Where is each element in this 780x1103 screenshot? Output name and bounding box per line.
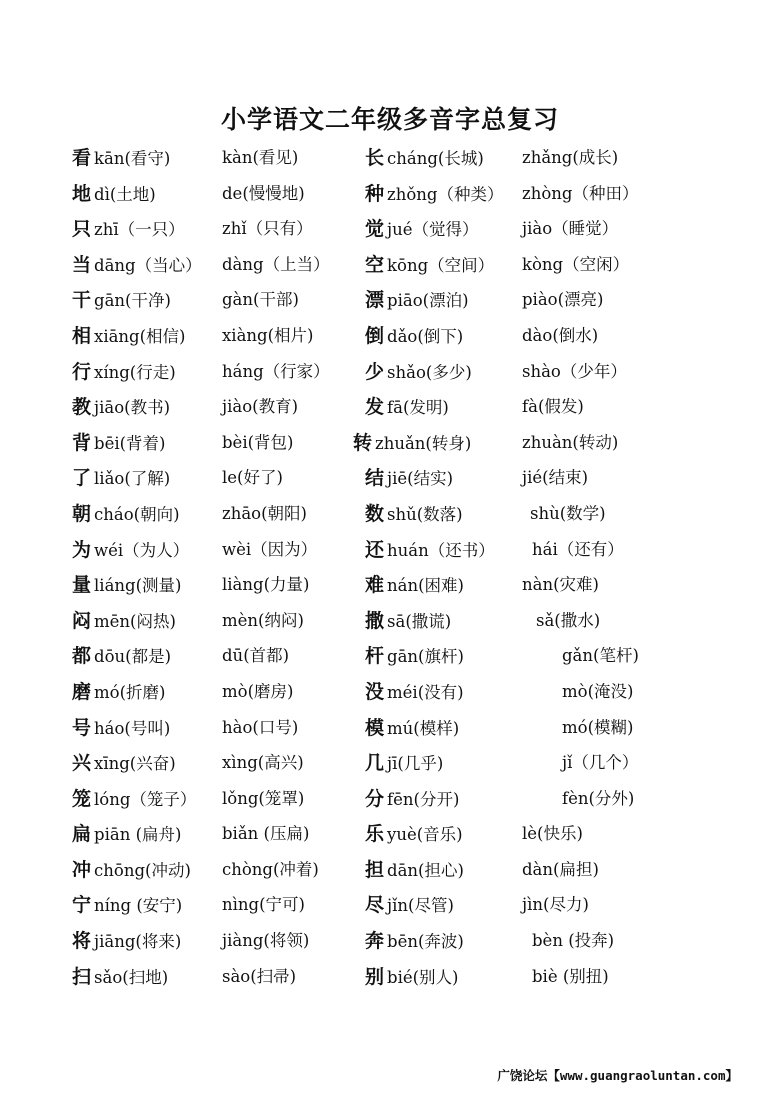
pinyin-word: mú(模样) [387,718,460,738]
table-row [0,429,780,465]
polyphone-character: 模 [365,716,385,739]
reading-entry [562,642,639,670]
reading-entry [222,820,309,848]
pinyin-word: bèn (投奔) [532,931,615,951]
pinyin-word: jué（觉得） [387,220,479,240]
reading-entry [532,927,614,955]
pinyin-word: fà(假发) [522,397,584,417]
pinyin-word: dāng（当心） [94,255,202,275]
pinyin-word: piān (扁舟) [94,825,182,845]
pinyin-word: jiàng(将领) [222,931,310,951]
reading-entry [522,820,583,848]
character-entry [365,322,463,351]
reading-entry [222,607,304,635]
pinyin-word: jiē(结实) [387,469,454,489]
polyphone-character: 还 [365,538,385,561]
polyphone-character: 少 [365,360,385,383]
polyphone-character: 空 [365,253,385,276]
polyphone-character: 分 [365,787,385,810]
pinyin-word: piào(漂亮) [522,290,604,310]
table-row [0,785,780,821]
pinyin-word: yuè(音乐) [387,825,463,845]
pinyin-word: jìn(尽力) [522,895,589,915]
table-row [0,678,780,714]
reading-entry [522,144,618,172]
reading-entry [522,571,599,599]
pinyin-word: xíng(行走) [94,362,176,382]
pinyin-word: nán(困难) [387,576,464,596]
reading-entry [522,322,598,350]
pinyin-word: wéi（为人） [94,540,190,560]
reading-entry [222,464,283,492]
character-entry [72,714,170,743]
polyphone-character: 背 [72,431,92,454]
pinyin-word: dū(首都) [222,646,290,666]
pinyin-word: jiào(教育) [222,397,299,417]
reading-entry [222,642,289,670]
character-entry [72,571,181,600]
polyphone-character: 冲 [72,858,92,881]
character-entry [72,856,191,885]
character-entry [365,393,449,422]
pinyin-word: shù(数学) [530,503,606,523]
pinyin-word: sǎo(扫地) [94,967,169,987]
pinyin-word: bēi(背着) [94,433,166,453]
table-row [0,500,780,536]
pinyin-word: dàn(扁担) [522,859,599,879]
character-entry [365,678,464,707]
table-row [0,714,780,750]
pinyin-word: xīng(兴奋) [94,754,176,774]
polyphone-character: 朝 [72,502,92,525]
reading-entry [562,749,638,777]
character-entry [365,536,495,565]
character-entry [72,464,170,493]
polyphone-character: 扫 [72,965,92,988]
polyphone-character: 教 [72,396,92,419]
pinyin-word: mèn(纳闷) [222,610,304,630]
polyphone-character: 兴 [72,752,92,775]
character-entry [365,144,484,173]
pinyin-word: jiāng(将来) [94,932,182,952]
reading-entry [222,358,330,386]
polyphone-character: 几 [365,752,385,775]
character-entry [365,251,494,280]
pinyin-word: lóng（笼子） [94,789,197,809]
polyphone-character: 尽 [365,894,385,917]
reading-entry [532,536,624,564]
reading-entry [222,785,304,813]
reading-entry [522,429,618,457]
table-row [0,607,780,643]
character-entry [72,144,170,173]
character-entry [72,891,182,920]
pinyin-word: dōu(都是) [94,647,172,667]
polyphone-character: 种 [365,182,385,205]
character-entry [72,820,181,849]
table-row [0,820,780,856]
pinyin-word: mēn(闷热) [94,611,176,631]
pinyin-word: hào(口号) [222,717,299,737]
character-entry [365,464,453,493]
character-entry [365,963,459,992]
reading-entry [222,180,305,208]
pinyin-word: dān(担心) [387,860,464,880]
polyphone-character: 难 [365,574,385,597]
table-row [0,180,780,216]
pinyin-word: jī(几乎) [387,754,444,774]
pinyin-word: mò(淹没) [562,681,634,701]
table-row [0,358,780,394]
reading-entry [222,251,330,279]
polyphone-character: 地 [72,182,92,205]
reading-entry [222,144,298,172]
pinyin-word: cháng(长城) [387,149,484,168]
character-entry [72,642,171,671]
pinyin-word: zhuàn(转动) [522,432,619,452]
pinyin-word: dì(土地) [94,184,156,204]
character-entry [72,749,176,778]
character-entry [365,500,463,529]
polyphone-character: 没 [365,680,385,703]
character-entry [365,642,464,671]
reading-entry [522,251,629,279]
pinyin-word: liáng(测量) [94,576,182,596]
pinyin-word: sào(扫帚) [222,966,297,986]
reading-entry [522,856,599,884]
table-row [0,464,780,500]
table-row [0,215,780,251]
polyphone-character: 别 [365,965,385,988]
pinyin-word: wèi（因为） [222,539,318,559]
pinyin-word: mò(磨房) [222,681,294,701]
table-row [0,856,780,892]
character-entry [365,927,464,956]
pinyin-word: mó(折磨) [94,682,166,702]
pinyin-word: zhǒng（种类） [387,184,504,204]
pinyin-word: chōng(冲动) [94,860,191,880]
character-entry [353,429,471,458]
table-row [0,963,780,999]
pinyin-word: bié(别人) [387,967,459,987]
pinyin-word: lè(快乐) [522,824,583,844]
reading-entry [522,464,588,492]
reading-entry [530,500,606,528]
pinyin-word: xiāng(相信) [94,326,186,346]
character-entry [365,215,479,244]
pinyin-word: háo(号叫) [94,718,171,738]
pinyin-word: bèi(背包) [222,432,294,452]
pinyin-word: kòng（空闲） [522,254,630,274]
reading-entry [222,963,296,991]
reading-entry [522,393,584,421]
pinyin-word: háng（行家） [222,361,330,381]
pinyin-word: biè (别扭) [532,966,609,986]
pinyin-word: zhǐ（只有） [222,219,313,239]
polyphone-character: 看 [72,147,92,169]
polyphone-character: 杆 [365,645,385,668]
table-row [0,144,780,180]
pinyin-word: fēn(分开) [387,789,460,809]
pinyin-word: kàn(看见) [222,148,299,167]
pinyin-word: le(好了) [222,468,283,488]
table-row [0,393,780,429]
character-entry [72,393,170,422]
footer-watermark: 广饶论坛【www.guangraoluntan.com】 [497,1068,738,1083]
reading-entry [222,536,317,564]
reading-entry [222,714,298,742]
pinyin-word: fā(发明) [387,398,449,418]
table-row [0,891,780,927]
reading-entry [522,286,604,314]
reading-entry [562,678,633,706]
character-entry [72,963,168,992]
table-row [0,251,780,287]
reading-entry [222,891,305,919]
pinyin-word: fèn(分外) [562,788,635,808]
polyphone-character: 发 [365,396,385,419]
pinyin-word: hái（还有） [532,539,624,559]
polyphone-character: 行 [72,360,92,383]
polyphone-character: 号 [72,716,92,739]
pinyin-word: cháo(朝向) [94,504,180,524]
reading-entry [522,180,638,208]
pinyin-word: liǎo(了解) [94,469,171,489]
pinyin-word: zhòng（种田） [522,183,639,203]
character-entry [365,358,472,387]
character-entry [365,785,459,814]
character-entry [72,536,189,565]
reading-entry [222,429,293,457]
pinyin-word: dào(倒水) [522,325,599,345]
character-entry [365,820,463,849]
pinyin-word: gān(旗杆) [387,647,464,667]
pinyin-word: méi(没有) [387,682,464,702]
pinyin-word: piāo(漂泊) [387,291,469,311]
pinyin-word: huán（还书） [387,540,495,560]
table-row [0,322,780,358]
pinyin-word: nìng(宁可) [222,895,305,915]
pinyin-word: dàng（上当） [222,254,330,274]
character-entry [365,856,464,885]
pinyin-word: liàng(力量) [222,575,310,595]
polyphone-character: 倒 [365,324,385,347]
character-entry [365,180,503,209]
polyphone-character: 当 [72,253,92,276]
character-entry [72,322,186,351]
reading-entry [222,749,304,777]
character-entry [365,714,459,743]
reading-entry [222,678,293,706]
polyphone-character: 了 [72,467,92,490]
character-entry [72,927,181,956]
reading-entry [222,571,309,599]
polyphone-character: 量 [72,574,92,597]
polyphone-character: 干 [72,289,92,312]
character-entry [365,749,443,778]
pinyin-word: zhǎng(成长) [522,148,619,167]
pinyin-word: chòng(冲着) [222,859,319,879]
polyphone-character: 闷 [72,609,92,632]
pinyin-word: zhī（一只） [94,220,185,240]
pinyin-word: lǒng(笼罩) [222,788,305,808]
character-entry [72,215,185,244]
reading-entry [222,927,309,955]
pinyin-word: jǐn(尽管) [387,896,454,916]
table-row [0,536,780,572]
character-entry [72,429,166,458]
polyphone-character: 都 [72,645,92,668]
table-row [0,286,780,322]
pinyin-word: kōng（空间） [387,255,495,275]
character-entry [365,286,469,315]
character-entry [365,607,451,636]
pinyin-word: gān(干净) [94,291,171,311]
polyphone-character: 撒 [365,609,385,632]
pinyin-word: gǎn(笔杆) [562,646,639,666]
polyphone-character: 扁 [72,823,92,846]
pinyin-word: kān(看守) [94,149,171,168]
table-row [0,927,780,963]
pinyin-word: xìng(高兴) [222,753,304,773]
pinyin-word: bēn(奔波) [387,932,464,952]
pinyin-word: gàn(干部) [222,290,299,310]
polyphone-table [0,144,780,998]
polyphone-character: 笼 [72,787,92,810]
polyphone-character: 奔 [365,930,385,953]
pinyin-word: de(慢慢地) [222,183,305,203]
character-entry [72,251,202,280]
pinyin-word: níng (安宁) [94,896,183,916]
pinyin-word: zhuǎn(转身) [375,433,472,453]
character-entry [72,500,180,529]
polyphone-character: 将 [72,930,92,953]
polyphone-character: 长 [365,147,385,169]
polyphone-character: 转 [353,431,373,454]
pinyin-word: nàn(灾难) [522,575,599,595]
pinyin-word: sā(撒谎) [387,611,452,631]
polyphone-character: 只 [72,218,92,241]
pinyin-word: shào（少年） [522,361,627,381]
polyphone-character: 结 [365,467,385,490]
reading-entry [222,322,313,350]
character-entry [365,891,454,920]
pinyin-word: sǎ(撒水) [536,610,601,630]
character-entry [72,358,176,387]
page-title: 小学语文二年级多音字总复习 [220,105,559,134]
table-row [0,642,780,678]
table-row [0,571,780,607]
pinyin-word: shǎo(多少) [387,362,472,382]
reading-entry [562,714,633,742]
reading-entry [222,856,319,884]
pinyin-word: xiàng(相片) [222,325,314,345]
reading-entry [522,891,589,919]
character-entry [72,785,196,814]
character-entry [72,180,156,209]
polyphone-character: 乐 [365,823,385,846]
pinyin-word: jiāo(教书) [94,398,171,418]
pinyin-word: mó(模糊) [562,717,634,737]
reading-entry [222,215,313,243]
reading-entry [222,500,307,528]
pinyin-word: jiào（睡觉） [522,219,619,239]
pinyin-word: dǎo(倒下) [387,326,464,346]
character-entry [72,678,165,707]
polyphone-character: 觉 [365,218,385,241]
polyphone-character: 数 [365,502,385,525]
character-entry [72,286,171,315]
table-row [0,749,780,785]
pinyin-word: jǐ（几个） [562,753,639,773]
reading-entry [522,215,618,243]
reading-entry [536,607,600,635]
pinyin-word: biǎn (压扁) [222,824,310,844]
polyphone-character: 相 [72,324,92,347]
pinyin-word: shǔ(数落) [387,504,463,524]
character-entry [365,571,464,600]
character-entry [72,607,176,636]
polyphone-character: 磨 [72,680,92,703]
polyphone-character: 担 [365,858,385,881]
polyphone-character: 宁 [72,894,92,917]
reading-entry [522,358,627,386]
polyphone-character: 为 [72,538,92,561]
reading-entry [222,286,299,314]
reading-entry [222,393,298,421]
reading-entry [562,785,634,813]
pinyin-word: jié(结束) [522,468,589,488]
pinyin-word: zhāo(朝阳) [222,503,307,523]
reading-entry [532,963,609,991]
polyphone-character: 漂 [365,289,385,312]
